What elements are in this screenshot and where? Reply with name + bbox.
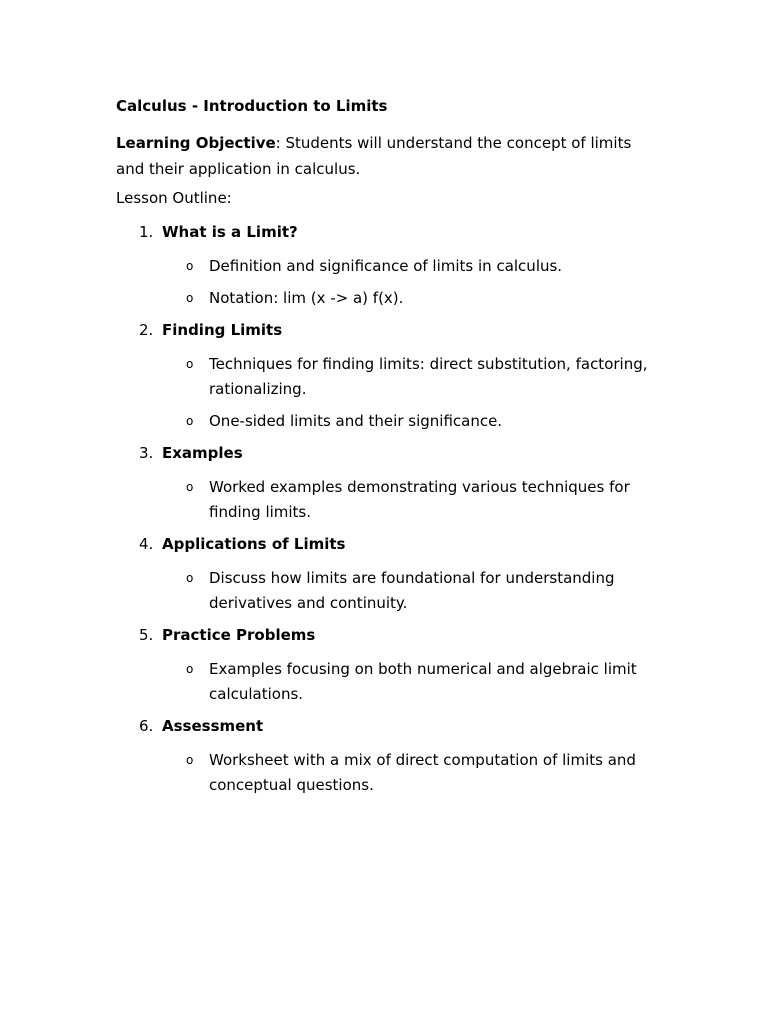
section-number: 2. [139,321,154,339]
learning-objective-label: Learning Objective [116,134,276,152]
section-heading [116,625,661,645]
learning-objective-text: : Students will understand the concept of limits and their application in calculus. [116,134,632,178]
bullet-item [116,286,661,311]
bullet-text: Notation: lim (x -> a) f(x). [209,289,404,307]
lesson-outline-label: Lesson Outline: [116,189,232,207]
bullet-circle-icon: o [186,753,194,767]
outline-section [116,716,661,798]
bullet-circle-icon: o [186,259,194,273]
bullet-item [116,254,661,279]
bullet-circle-icon: o [186,414,194,428]
bullet-text: Techniques for finding limits: direct substitution, factoring, rationalizing. [209,355,648,398]
learning-objective [116,130,661,182]
bullet-text: Examples focusing on both numerical and algebraic limit calculations. [209,660,637,703]
bullet-item [116,748,661,798]
bullet-item [116,566,661,616]
section-bullet-list [116,748,661,798]
section-heading [116,534,661,554]
bullet-item [116,657,661,707]
section-bullet-list [116,475,661,525]
section-title: What is a Limit? [162,223,298,241]
bullet-text: Definition and significance of limits in calculus. [209,257,563,275]
bullet-text: Worked examples demonstrating various techniques for finding limits. [209,478,630,521]
section-heading [116,716,661,736]
section-title: Finding Limits [162,321,283,339]
bullet-circle-icon: o [186,571,194,585]
section-number: 6. [139,717,154,735]
section-bullet-list [116,254,661,311]
section-number: 3. [139,444,154,462]
outline-section [116,222,661,311]
bullet-circle-icon: o [186,662,194,676]
section-title: Assessment [162,717,264,735]
bullet-item [116,475,661,525]
section-bullet-list [116,566,661,616]
bullet-item [116,352,661,402]
section-bullet-list [116,352,661,434]
bullet-text: Discuss how limits are foundational for understanding derivatives and continuity. [209,569,615,612]
section-number: 4. [139,535,154,553]
section-title: Examples [162,444,243,462]
bullet-circle-icon: o [186,291,194,305]
section-heading [116,320,661,340]
section-bullet-list [116,657,661,707]
bullet-text: One-sided limits and their significance. [209,412,503,430]
bullet-circle-icon: o [186,357,194,371]
outline-section [116,534,661,616]
bullet-text: Worksheet with a mix of direct computation of limits and conceptual questions. [209,751,636,794]
section-title: Applications of Limits [162,535,346,553]
section-title: Practice Problems [162,626,316,644]
section-heading [116,222,661,242]
bullet-item [116,409,661,434]
bullet-circle-icon: o [186,480,194,494]
document-page [116,96,661,807]
section-number: 1. [139,223,154,241]
document-title: Calculus - Introduction to Limits [116,97,388,115]
section-heading [116,443,661,463]
outline-section [116,443,661,525]
outline-section [116,625,661,707]
lesson-outline-list [116,222,661,798]
outline-section [116,320,661,434]
section-number: 5. [139,626,154,644]
